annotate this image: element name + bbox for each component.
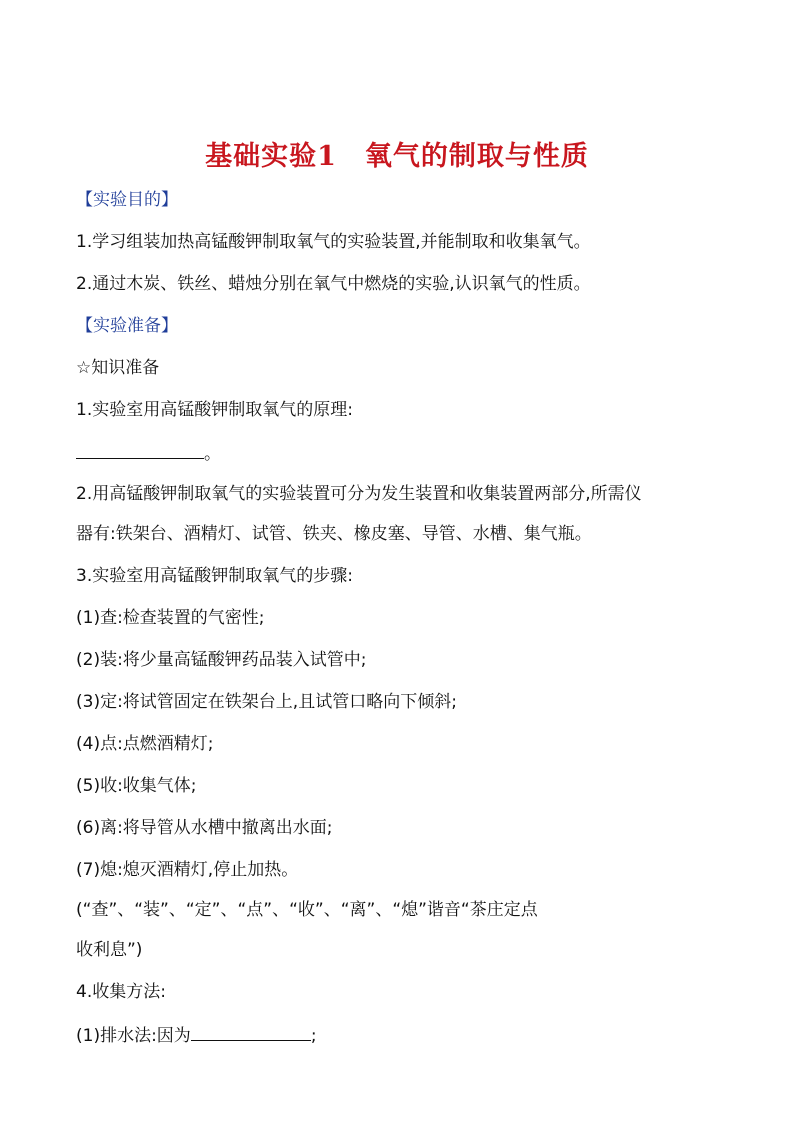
mnemonic-line-2: 收利息”) <box>76 940 143 960</box>
answer-blank[interactable] <box>191 1022 311 1041</box>
step-5: (5)收:收集气体; <box>76 776 197 796</box>
collection-method-1 <box>76 1022 317 1048</box>
page-title: 基础实验1 氧气的制取与性质 <box>205 141 589 172</box>
question-2-line-1: 2.用高锰酸钾制取氧气的实验装置可分为发生装置和收集装置两部分,所需仪 <box>76 484 642 504</box>
collection-method-1-end: ; <box>310 1026 317 1046</box>
step-4: (4)点:点燃酒精灯; <box>76 734 214 754</box>
step-3: (3)定:将试管固定在铁架台上,且试管口略向下倾斜; <box>76 692 457 712</box>
step-1: (1)查:检查装置的气密性; <box>76 608 265 628</box>
collection-method-1-prefix: (1)排水法:因为 <box>76 1026 191 1046</box>
step-7: (7)熄:熄灭酒精灯,停止加热。 <box>76 860 299 880</box>
mnemonic-line-1: (“查”、“装”、“定”、“点”、“收”、“离”、“熄”谐音“茶庄定点 <box>76 900 538 920</box>
section-heading-prep: 【实验准备】 <box>76 316 178 336</box>
purpose-item-2: 2.通过木炭、铁丝、蜡烛分别在氧气中燃烧的实验,认识氧气的性质。 <box>76 274 591 294</box>
question-4-text: 4.收集方法: <box>76 982 166 1002</box>
question-1-answer-line <box>76 440 221 466</box>
question-2-line-2: 器有:铁架台、酒精灯、试管、铁夹、橡皮塞、导管、水槽、集气瓶。 <box>76 524 592 544</box>
answer-blank[interactable] <box>76 440 204 459</box>
knowledge-heading: ☆知识准备 <box>76 358 160 378</box>
question-1-end: 。 <box>204 444 221 464</box>
purpose-item-1: 1.学习组装加热高锰酸钾制取氧气的实验装置,并能制取和收集氧气。 <box>76 232 591 252</box>
section-heading-purpose: 【实验目的】 <box>76 190 178 210</box>
question-1-text: 1.实验室用高锰酸钾制取氧气的原理: <box>76 400 353 420</box>
step-2: (2)装:将少量高锰酸钾药品装入试管中; <box>76 650 367 670</box>
step-6: (6)离:将导管从水槽中撤离出水面; <box>76 818 333 838</box>
question-3-text: 3.实验室用高锰酸钾制取氧气的步骤: <box>76 566 353 586</box>
